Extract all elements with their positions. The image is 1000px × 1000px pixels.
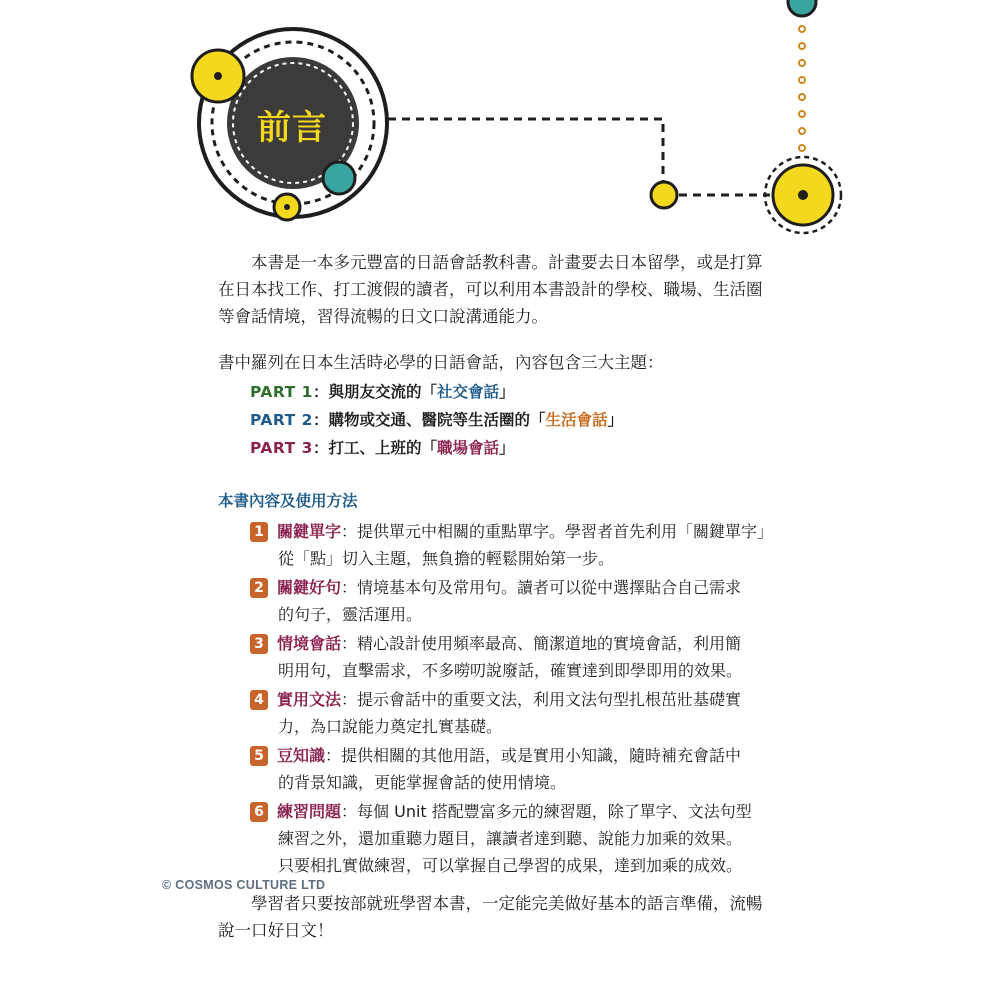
intro-paragraph	[218, 249, 778, 330]
part-text: ：與朋友交流的「	[312, 383, 437, 401]
part-line-2	[250, 408, 623, 430]
item-term: 情境會話	[277, 634, 342, 653]
item-text: ：精心設計使用頻率最高、簡潔道地的實境會話，利用簡	[341, 634, 742, 653]
part-text-end: 」	[607, 411, 623, 429]
item-number-badge: 2	[250, 578, 268, 598]
part-highlight: 生活會話	[545, 411, 608, 429]
item-text: 力，為口說能力奠定扎實基礎。	[278, 717, 503, 736]
usage-item-4	[250, 686, 780, 740]
item-text: 練習之外，還加重聽力題目，讓讀者達到聽、說能力加乘的效果。	[278, 829, 743, 848]
closing-line: 學習者只要按部就班學習本書，一定能完美做好基本的語言準備，流暢	[218, 894, 763, 913]
part-text: ：打工、上班的「	[312, 439, 437, 457]
item-number-badge: 1	[250, 522, 268, 542]
part-highlight: 社交會話	[436, 383, 499, 401]
usage-item-5	[250, 742, 780, 796]
part-text-end: 」	[498, 383, 515, 401]
item-text: 只要相扎實做練習，可以掌握自己學習的成果，達到加乘的成效。	[278, 856, 743, 875]
teal-node-top	[788, 0, 816, 16]
item-number-badge: 5	[250, 746, 268, 766]
copyright-watermark: © COSMOS CULTURE LTD	[162, 878, 326, 892]
usage-item-2	[250, 574, 780, 628]
yellow-bubble-large-center	[214, 72, 222, 80]
item-text: ：每個 Unit 搭配豐富多元的練習題，除了單字、文法句型	[341, 802, 752, 821]
item-text: 的句子，靈活運用。	[278, 605, 423, 624]
item-number-badge: 4	[250, 690, 268, 710]
usage-item-6	[250, 798, 780, 879]
usage-item-3	[250, 630, 780, 684]
item-term: 豆知識	[277, 746, 326, 765]
page-title: 前言	[257, 108, 327, 148]
dotted-chain	[799, 26, 805, 151]
part-line-3	[250, 436, 514, 458]
item-text: 明用句，直擊需求，不多嘮叨說廢話，確實達到即學即用的效果。	[278, 661, 743, 680]
intro-line: 本書是一本多元豐富的日語會話教科書。計畫要去日本留學，或是打算	[218, 253, 763, 272]
intro-line: 在日本找工作、打工渡假的讀者，可以利用本書設計的學校、職場、生活圈	[218, 280, 763, 299]
yellow-bubble-small-center	[284, 204, 290, 210]
item-term: 關鍵單字	[277, 522, 342, 541]
item-text: ：提示會話中的重要文法，利用文法句型扎根茁壯基礎實	[341, 690, 742, 709]
part-label: PART 1	[250, 383, 313, 401]
item-text: ：提供單元中相關的重點單字。學習者首先利用「關鍵單字」	[341, 522, 774, 541]
item-text: ：情境基本句及常用句。讀者可以從中選擇貼合自己需求	[341, 578, 742, 597]
part-label: PART 2	[250, 411, 313, 429]
item-text: 從「點」切入主題，無負擔的輕鬆開始第一步。	[278, 549, 615, 568]
intro-line: 等會話情境，習得流暢的日文口說溝通能力。	[218, 307, 548, 326]
part-label: PART 3	[250, 439, 313, 457]
closing-line: 說一口好日文！	[218, 921, 334, 940]
item-number-badge: 6	[250, 802, 268, 822]
teal-bubble	[323, 162, 355, 194]
usage-item-1	[250, 518, 780, 572]
part-text: ：購物或交通、醫院等生活圈的「	[312, 411, 546, 429]
item-text: 的背景知識，更能掌握會話的使用情境。	[278, 773, 567, 792]
part-line-1	[250, 380, 514, 402]
usage-section-title: 本書內容及使用方法	[218, 492, 358, 510]
item-number-badge: 3	[250, 634, 268, 654]
part-highlight: 職場會話	[436, 439, 499, 457]
item-term: 練習問題	[277, 802, 342, 821]
contents-lead: 書中羅列在日本生活時必學的日語會話，內容包含三大主題：	[218, 353, 664, 372]
part-text-end: 」	[498, 439, 515, 457]
yellow-node-large-center	[798, 190, 808, 200]
closing-paragraph	[218, 890, 778, 944]
dashed-connector-line	[388, 119, 663, 182]
item-term: 關鍵好句	[277, 578, 342, 597]
item-term: 實用文法	[277, 690, 342, 709]
yellow-node	[651, 182, 677, 208]
item-text: ：提供相關的其他用語，或是實用小知識，隨時補充會話中	[325, 746, 742, 765]
